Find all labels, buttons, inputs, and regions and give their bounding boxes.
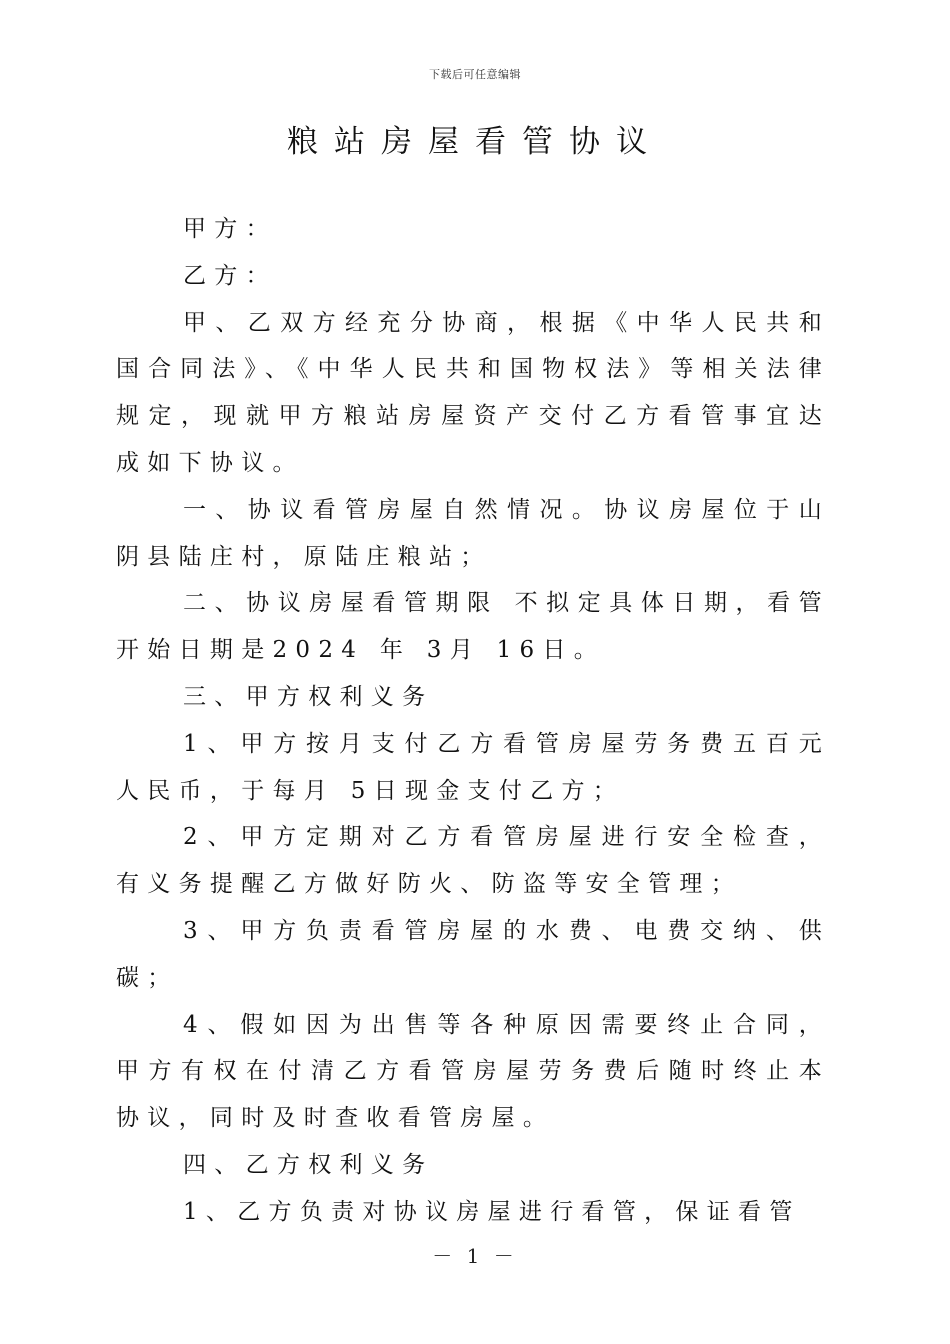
header-note: 下载后可任意编辑 [429, 68, 521, 81]
clause-1-property-info: 一、协议看管房屋自然情况。协议房屋位于山阴县陆庄村，原陆庄粮站； [116, 496, 830, 570]
document-body [116, 206, 830, 1236]
clause-3-item-4: 4、假如因为出售等各种原因需要终止合同，甲方有权在付清乙方看管房屋劳务费后随时终止本协议，同时及时查收看管房屋。 [116, 1011, 830, 1132]
clause-3-item-2: 2、甲方定期对乙方看管房屋进行安全检查，有义务提醒乙方做好防火、防盗等安全管理； [116, 824, 830, 898]
party-a-line: 甲方： [183, 216, 277, 242]
clause-3-heading: 三、甲方权利义务 [183, 683, 434, 710]
clause-4-heading: 四、乙方权利义务 [183, 1151, 434, 1178]
clause-3-item-1: 1、甲方按月支付乙方看管房屋劳务费五百元人民币，于每月 5日现金支付乙方； [116, 730, 830, 804]
clause-3-item-3: 3、甲方负责看管房屋的水费、电费交纳、供碳； [116, 917, 830, 991]
clause-2-term: 二、协议房屋看管期限 不拟定具体日期，看管开始日期是2024 年 3月 16日。 [116, 590, 830, 664]
preamble-paragraph: 甲、乙双方经充分协商，根据《中华人民共和国合同法》、《中华人民共和国物权法》等相关法律规定，现就甲方粮站房屋资产交付乙方看管事宜达成如下协议。 [116, 309, 830, 476]
party-b-line: 乙方： [183, 262, 277, 289]
clause-4-item-1: 1、乙方负责对协议房屋进行看管，保证看管 [183, 1198, 801, 1225]
document-title: 粮站房屋看管协议 [287, 124, 663, 160]
page-number: － 1 － [432, 1244, 518, 1268]
